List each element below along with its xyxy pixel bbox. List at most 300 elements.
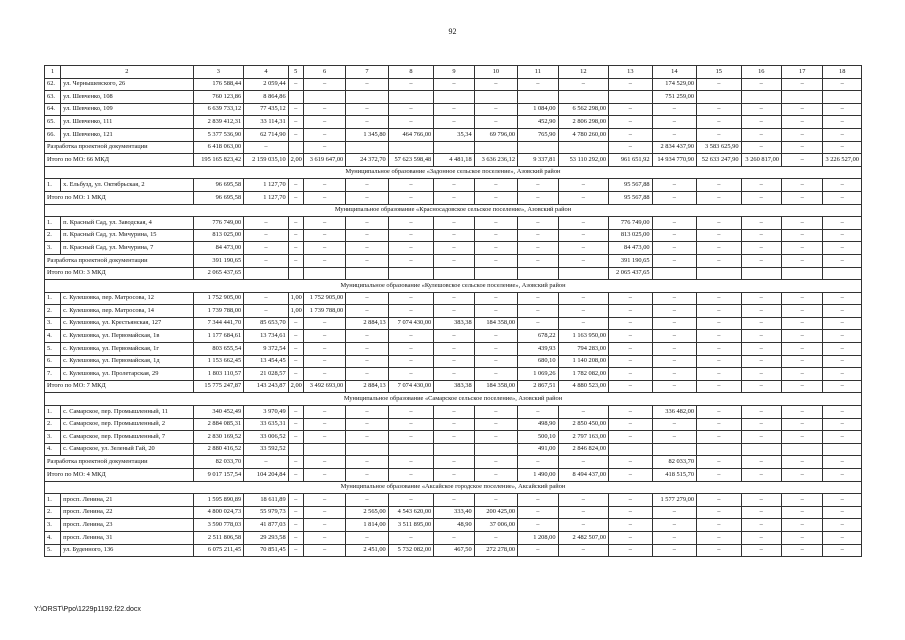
value-cell [288, 91, 303, 104]
value-cell: – [823, 292, 862, 305]
value-cell: 1 595 890,89 [193, 494, 244, 507]
value-cell: 1 208,00 [518, 531, 558, 544]
value-cell: – [741, 305, 781, 318]
value-cell: – [741, 469, 781, 482]
value-cell: – [697, 229, 741, 242]
value-cell: – [244, 292, 288, 305]
value-cell: – [434, 78, 474, 91]
column-number-cell: 3 [193, 66, 244, 79]
value-cell: – [474, 355, 517, 368]
value-cell: – [388, 242, 434, 255]
value-cell: – [303, 179, 345, 192]
value-cell: – [609, 531, 652, 544]
value-cell: 84 473,00 [609, 242, 652, 255]
building-row [45, 343, 862, 356]
value-cell: – [823, 242, 862, 255]
value-cell: 33 592,52 [244, 443, 288, 456]
summary-label: Итого по МО: 1 МКД [45, 191, 194, 204]
value-cell: – [434, 305, 474, 318]
value-cell: – [741, 116, 781, 129]
value-cell: – [388, 456, 434, 469]
value-cell: – [288, 254, 303, 267]
value-cell: – [346, 179, 388, 192]
value-cell: – [697, 103, 741, 116]
value-cell: – [652, 317, 696, 330]
value-cell: – [303, 103, 345, 116]
value-cell [823, 267, 862, 280]
value-cell: 452,90 [518, 116, 558, 129]
value-cell: – [558, 179, 609, 192]
municipality-section-row [45, 280, 862, 293]
value-cell: – [346, 217, 388, 230]
value-cell: – [303, 128, 345, 141]
value-cell: – [288, 531, 303, 544]
column-number-cell: 11 [518, 66, 558, 79]
value-cell: – [388, 368, 434, 381]
value-cell: – [697, 431, 741, 444]
value-cell: 2 451,00 [346, 544, 388, 557]
value-cell: – [288, 128, 303, 141]
value-cell: 1 127,70 [244, 191, 288, 204]
municipality-title: Муниципальное образование «Самарское сельское поселение», Азовский район [45, 393, 862, 406]
value-cell [823, 91, 862, 104]
value-cell: 803 655,54 [193, 343, 244, 356]
address-cell: с. Самарское, пер. Промышленный, 2 [61, 418, 193, 431]
value-cell: – [781, 217, 822, 230]
building-row [45, 531, 862, 544]
value-cell: 1 752 905,00 [193, 292, 244, 305]
value-cell: – [609, 355, 652, 368]
value-cell: – [518, 179, 558, 192]
row-number-cell: 4. [45, 330, 61, 343]
value-cell: – [474, 406, 517, 419]
value-cell: – [388, 78, 434, 91]
building-row [45, 406, 862, 419]
value-cell: – [781, 292, 822, 305]
value-cell: 3 492 693,00 [303, 380, 345, 393]
value-cell: – [781, 330, 822, 343]
value-cell: – [518, 456, 558, 469]
value-cell: 24 372,70 [346, 154, 388, 167]
value-cell: 4 481,18 [434, 154, 474, 167]
value-cell: – [388, 305, 434, 318]
value-cell: 6 639 733,12 [193, 103, 244, 116]
value-cell: 1 163 950,00 [558, 330, 609, 343]
value-cell [288, 443, 303, 456]
column-number-cell: 9 [434, 66, 474, 79]
value-cell [288, 141, 303, 154]
value-cell: 52 633 247,90 [697, 154, 741, 167]
value-cell [741, 443, 781, 456]
value-cell: 55 979,73 [244, 506, 288, 519]
value-cell [518, 267, 558, 280]
value-cell: – [346, 531, 388, 544]
value-cell: 2 867,51 [518, 380, 558, 393]
value-cell: – [823, 506, 862, 519]
value-cell [558, 91, 609, 104]
value-cell: 18 611,89 [244, 494, 288, 507]
value-cell: – [518, 317, 558, 330]
value-cell: 1 069,26 [518, 368, 558, 381]
value-cell: – [652, 506, 696, 519]
value-cell: – [741, 544, 781, 557]
building-row [45, 179, 862, 192]
value-cell: – [558, 217, 609, 230]
value-cell: – [558, 254, 609, 267]
value-cell: 2 511 806,58 [193, 531, 244, 544]
value-cell [244, 267, 288, 280]
value-cell: – [781, 343, 822, 356]
value-cell: – [434, 103, 474, 116]
value-cell: – [781, 242, 822, 255]
value-cell: 9 337,81 [518, 154, 558, 167]
address-cell: с. Кулешовка, ул. Крестьянская, 127 [61, 317, 193, 330]
value-cell: 33 114,31 [244, 116, 288, 129]
value-cell: 2 482 507,00 [558, 531, 609, 544]
row-number-cell: 62. [45, 78, 61, 91]
value-cell: 143 243,87 [244, 380, 288, 393]
value-cell: 2 065 437,65 [193, 267, 244, 280]
value-cell: 391 190,65 [609, 254, 652, 267]
value-cell: 95 567,88 [609, 179, 652, 192]
value-cell: – [652, 519, 696, 532]
value-cell: – [474, 343, 517, 356]
value-cell: 6 075 211,45 [193, 544, 244, 557]
value-cell: – [518, 519, 558, 532]
value-cell: 5 377 536,90 [193, 128, 244, 141]
value-cell: 776 749,00 [193, 217, 244, 230]
value-cell: – [823, 317, 862, 330]
summary-label: Итого по МО: 4 МКД [45, 469, 194, 482]
value-cell [288, 267, 303, 280]
value-cell: 1 814,00 [346, 519, 388, 532]
value-cell: – [288, 343, 303, 356]
value-cell: – [244, 217, 288, 230]
value-cell [741, 91, 781, 104]
value-cell: 84 473,00 [193, 242, 244, 255]
value-cell: – [823, 141, 862, 154]
value-cell: – [303, 519, 345, 532]
value-cell: – [388, 406, 434, 419]
value-cell: 184 358,00 [474, 380, 517, 393]
value-cell: – [823, 380, 862, 393]
value-cell: – [288, 469, 303, 482]
value-cell: 14 934 770,90 [652, 154, 696, 167]
value-cell: 464 766,00 [388, 128, 434, 141]
value-cell: 3 590 778,03 [193, 519, 244, 532]
value-cell: – [823, 494, 862, 507]
value-cell: – [558, 506, 609, 519]
value-cell: – [288, 368, 303, 381]
value-cell: – [303, 141, 345, 154]
value-cell: – [434, 368, 474, 381]
value-cell [346, 91, 388, 104]
value-cell: – [609, 469, 652, 482]
value-cell: – [741, 292, 781, 305]
value-cell: – [474, 179, 517, 192]
summary-label: Разработка проектной документации [45, 141, 194, 154]
value-cell: – [823, 406, 862, 419]
value-cell: – [609, 78, 652, 91]
value-cell: 3 619 647,00 [303, 154, 345, 167]
value-cell: – [244, 305, 288, 318]
value-cell: – [741, 431, 781, 444]
value-cell: 41 877,03 [244, 519, 288, 532]
table-body [45, 66, 862, 557]
building-row [45, 544, 862, 557]
summary-row [45, 267, 862, 280]
building-row [45, 431, 862, 444]
row-number-cell: 3. [45, 431, 61, 444]
value-cell: – [388, 418, 434, 431]
value-cell: – [558, 242, 609, 255]
value-cell [823, 443, 862, 456]
value-cell: – [518, 242, 558, 255]
value-cell: 1 177 684,61 [193, 330, 244, 343]
value-cell: 333,40 [434, 506, 474, 519]
address-cell: ул. Чернышевского, 26 [61, 78, 193, 91]
value-cell: – [518, 506, 558, 519]
building-row [45, 305, 862, 318]
value-cell: 35,34 [434, 128, 474, 141]
value-cell: 9 017 157,54 [193, 469, 244, 482]
value-cell: 2 846 824,00 [558, 443, 609, 456]
value-cell: 77 435,12 [244, 103, 288, 116]
value-cell: 62 714,90 [244, 128, 288, 141]
municipality-title: Муниципальное образование «Красносадовское сельское поселение», Азовский район [45, 204, 862, 217]
building-row [45, 443, 862, 456]
building-row [45, 242, 862, 255]
value-cell: – [823, 355, 862, 368]
value-cell: – [518, 494, 558, 507]
value-cell: – [741, 330, 781, 343]
value-cell: – [823, 531, 862, 544]
value-cell: – [388, 179, 434, 192]
value-cell: – [558, 229, 609, 242]
value-cell: – [652, 191, 696, 204]
value-cell: – [434, 469, 474, 482]
building-row [45, 292, 862, 305]
value-cell: – [609, 456, 652, 469]
value-cell [346, 267, 388, 280]
value-cell: 491,00 [518, 443, 558, 456]
page-number: 92 [448, 27, 457, 36]
value-cell: – [741, 368, 781, 381]
column-number-cell: 13 [609, 66, 652, 79]
value-cell: – [741, 494, 781, 507]
municipality-title: Муниципальное образование «Задонное сельское поселение», Азовский район [45, 166, 862, 179]
value-cell: – [697, 305, 741, 318]
value-cell: – [609, 317, 652, 330]
row-number-cell: 5. [45, 343, 61, 356]
value-cell: – [741, 418, 781, 431]
value-cell: 2 884,13 [346, 317, 388, 330]
value-cell: – [288, 330, 303, 343]
value-cell: – [697, 544, 741, 557]
value-cell: – [652, 431, 696, 444]
value-cell: – [781, 368, 822, 381]
value-cell: – [303, 368, 345, 381]
value-cell: – [518, 254, 558, 267]
value-cell: 678,22 [518, 330, 558, 343]
column-number-cell: 12 [558, 66, 609, 79]
value-cell: – [303, 531, 345, 544]
value-cell: – [741, 103, 781, 116]
value-cell: – [303, 418, 345, 431]
address-cell: просп. Ленина, 31 [61, 531, 193, 544]
value-cell: – [388, 494, 434, 507]
value-cell: 2 880 416,52 [193, 443, 244, 456]
value-cell: – [652, 544, 696, 557]
building-row [45, 494, 862, 507]
value-cell: – [652, 254, 696, 267]
row-number-cell: 3. [45, 519, 61, 532]
value-cell: 174 529,00 [652, 78, 696, 91]
value-cell: – [346, 456, 388, 469]
value-cell: – [609, 116, 652, 129]
value-cell: – [346, 116, 388, 129]
value-cell: – [609, 330, 652, 343]
address-cell: ул. Шевченко, 111 [61, 116, 193, 129]
row-number-cell: 1. [45, 494, 61, 507]
value-cell: 3 970,49 [244, 406, 288, 419]
value-cell: – [434, 229, 474, 242]
value-cell: – [741, 355, 781, 368]
value-cell: – [823, 368, 862, 381]
value-cell: 1 153 662,45 [193, 355, 244, 368]
value-cell: – [741, 317, 781, 330]
value-cell: – [288, 418, 303, 431]
value-cell: – [609, 494, 652, 507]
value-cell: – [697, 519, 741, 532]
value-cell: – [434, 343, 474, 356]
value-cell: – [303, 355, 345, 368]
value-cell: 391 190,65 [193, 254, 244, 267]
value-cell: – [558, 305, 609, 318]
value-cell: – [388, 217, 434, 230]
value-cell: 8 864,86 [244, 91, 288, 104]
value-cell: – [652, 330, 696, 343]
value-cell: – [781, 78, 822, 91]
value-cell: – [609, 305, 652, 318]
value-cell: – [697, 456, 741, 469]
value-cell: – [388, 103, 434, 116]
value-cell: 2,00 [288, 154, 303, 167]
value-cell: 4 543 620,00 [388, 506, 434, 519]
row-number-cell: 2. [45, 305, 61, 318]
value-cell: – [288, 355, 303, 368]
value-cell: – [303, 242, 345, 255]
address-cell: просп. Ленина, 21 [61, 494, 193, 507]
address-cell: просп. Ленина, 22 [61, 506, 193, 519]
value-cell: – [288, 406, 303, 419]
building-row [45, 506, 862, 519]
value-cell: 439,93 [518, 343, 558, 356]
value-cell: – [288, 317, 303, 330]
building-row [45, 78, 862, 91]
value-cell: – [823, 544, 862, 557]
value-cell: – [652, 305, 696, 318]
value-cell: – [652, 179, 696, 192]
value-cell: – [303, 431, 345, 444]
value-cell: – [823, 217, 862, 230]
value-cell: – [288, 456, 303, 469]
value-cell: – [518, 229, 558, 242]
row-number-cell: 4. [45, 531, 61, 544]
value-cell: – [652, 292, 696, 305]
value-cell: – [823, 456, 862, 469]
municipality-section-row [45, 166, 862, 179]
value-cell: – [741, 141, 781, 154]
value-cell: – [652, 368, 696, 381]
value-cell: 13 454,45 [244, 355, 288, 368]
value-cell: – [346, 343, 388, 356]
address-cell: с. Кулешовка, пер. Матросова, 14 [61, 305, 193, 318]
value-cell: 2 159 035,10 [244, 154, 288, 167]
value-cell: – [697, 317, 741, 330]
value-cell: – [303, 191, 345, 204]
value-cell: – [697, 78, 741, 91]
building-row [45, 91, 862, 104]
value-cell: 467,50 [434, 544, 474, 557]
value-cell: – [558, 544, 609, 557]
municipality-section-row [45, 481, 862, 494]
value-cell: – [823, 418, 862, 431]
value-cell: – [434, 254, 474, 267]
value-cell [558, 267, 609, 280]
value-cell: – [346, 431, 388, 444]
address-cell: с. Самарское, ул. Зеленый Гай, 20 [61, 443, 193, 456]
column-number-cell: 7 [346, 66, 388, 79]
summary-label: Разработка проектной документации [45, 254, 194, 267]
value-cell: – [434, 418, 474, 431]
value-cell: – [303, 544, 345, 557]
value-cell: 776 749,00 [609, 217, 652, 230]
value-cell: – [474, 494, 517, 507]
value-cell: 3 636 236,12 [474, 154, 517, 167]
value-cell: – [518, 544, 558, 557]
value-cell: 6 418 063,00 [193, 141, 244, 154]
value-cell: 336 482,00 [652, 406, 696, 419]
value-cell: – [303, 317, 345, 330]
value-cell: 3 511 895,00 [388, 519, 434, 532]
footer-file-path: Y:\ORST\Ppo\1229p1192.f22.docx [34, 606, 141, 613]
value-cell: 21 028,57 [244, 368, 288, 381]
value-cell: 33 635,31 [244, 418, 288, 431]
building-row [45, 217, 862, 230]
address-cell: х. Ельбузд, ул. Октябрьская, 2 [61, 179, 193, 192]
value-cell: – [697, 418, 741, 431]
value-cell: – [303, 116, 345, 129]
column-number-cell: 15 [697, 66, 741, 79]
value-cell: 184 358,00 [474, 317, 517, 330]
summary-row [45, 456, 862, 469]
value-cell: – [697, 406, 741, 419]
summary-row [45, 154, 862, 167]
address-cell: с. Кулешовка, ул. Первомайская, 1г [61, 343, 193, 356]
value-cell: – [781, 305, 822, 318]
value-cell: – [434, 406, 474, 419]
value-cell: 760 123,86 [193, 91, 244, 104]
value-cell: – [288, 544, 303, 557]
value-cell: 2 884 085,31 [193, 418, 244, 431]
value-cell: – [434, 355, 474, 368]
row-number-cell: 1. [45, 217, 61, 230]
value-cell: 4 880 523,00 [558, 380, 609, 393]
column-number-cell: 10 [474, 66, 517, 79]
value-cell: – [474, 330, 517, 343]
value-cell: 200 425,00 [474, 506, 517, 519]
